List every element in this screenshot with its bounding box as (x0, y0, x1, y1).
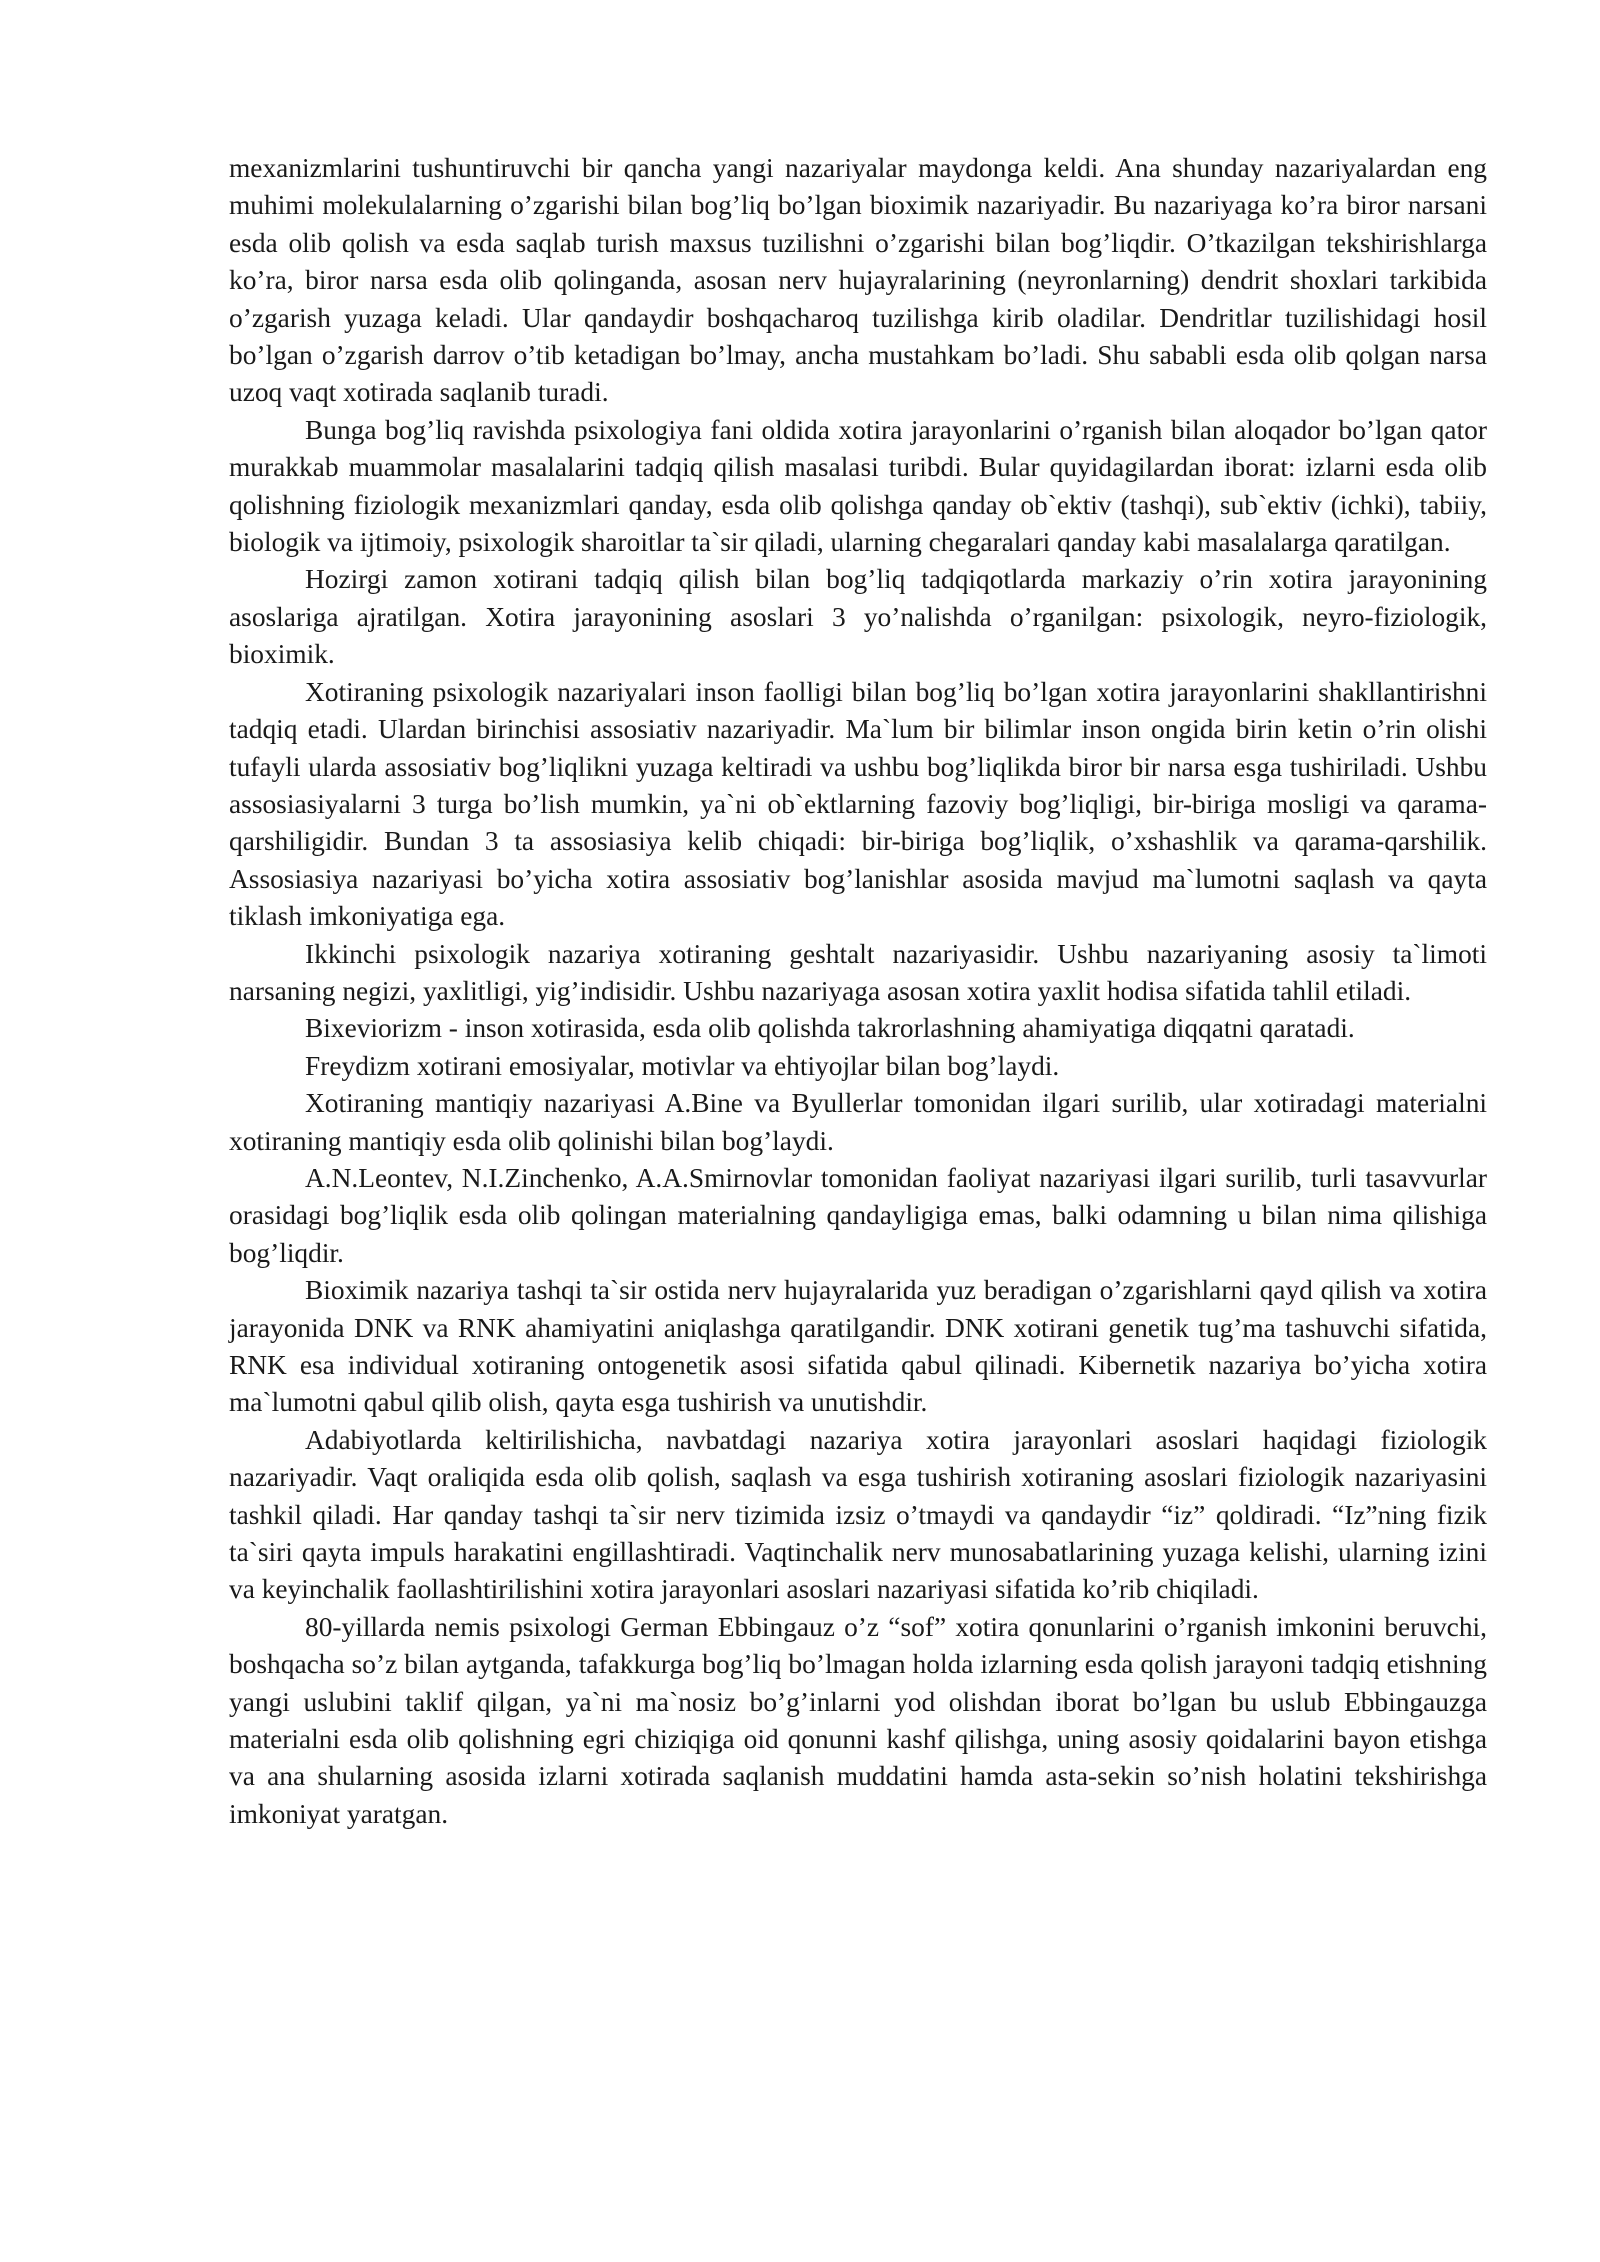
paragraph-2: Bunga bog’liq ravishda psixologiya fani oldida xotira jarayonlarini o’rganish bilan aloqador bo’lgan qator murakkab muammolar masalalarini tadqiq qilish masalasi turibdi. Bular quyidagilardan iborat: izlarni esda olib qolishning fiziologik mexanizmlari qanday, esda olib qolishga qanday ob`ektiv (tashqi), sub`ektiv (ichki), tabiiy, biologik va ijtimoiy, psixologik sharoitlar ta`sir qiladi, ularning chegaralari qanday kabi masalalarga qaratilgan. (229, 414, 1487, 558)
paragraph-11: Adabiyotlarda keltirilishicha, navbatdagi nazariya xotira jarayonlari asoslari haqidagi fiziologik nazariyadir. Vaqt oraliqida esda olib qolish, saqlash va esga tushirish xotiraning asoslari fiziologik nazariyasini tashkil qiladi. Har qanday tashqi ta`sir nerv tizimida izsiz o’tmaydi va qandaydir “iz” qoldiradi. “Iz”ning fizik ta`siri qayta impuls harakatini engillashtiradi. Vaqtinchalik nerv munosabatlarining yuzaga kelishi, ularning izini va keyinchalik faollashtirilishini xotira jarayonlari asoslari nazariyasi sifatida ko’rib chiqiladi. (229, 1424, 1487, 1605)
paragraph-12: 80-yillarda nemis psixologi German Ebbingauz o’z “sof” xotira qonunlarini o’rganish imkonini beruvchi, boshqacha so’z bilan aytganda, tafakkurga bog’liq bo’lmagan holda izlarning esda qolish jarayoni tadqiq etishning yangi uslubini taklif qilgan, ya`ni ma`nosiz bo’g’inlarni yod olishdan iborat bo’lgan bu uslub Ebbingauzga materialni esda olib qolishning egri chiziqiga oid qonunni kashf qilishga, uning asosiy qoidalarini bayon etishga va ana shularning asosida izlarni xotirada saqlanish muddatini hamda asta-sekin so’nish holatini tekshirishga imkoniyat yaratgan. (229, 1611, 1487, 1829)
paragraph-5: Ikkinchi psixologik nazariya xotiraning geshtalt nazariyasidir. Ushbu nazariyaning asosiy ta`limoti narsaning negizi, yaxlitligi, yig’indisidir. Ushbu nazariyaga asosan xotira yaxlit hodisa sifatida tahlil etiladi. (229, 938, 1487, 1006)
document-page (229, 150, 1487, 1833)
paragraph-1: mexanizmlarini tushuntiruvchi bir qancha yangi nazariyalar maydonga keldi. Ana shunday nazariyalardan eng muhimi molekulalarning o’zgarishi bilan bog’liq bo’lgan bioximik nazariyadir. Bu nazariyaga ko’ra biror narsani esda olib qolish va esda saqlab turish maxsus tuzilishni o’zgarishi bilan bog’liqdir. O’tkazilgan tekshirishlarga ko’ra, biror narsa esda olib qolinganda, asosan nerv hujayralarining (neyronlarning) dendrit shoxlari tarkibida o’zgarish yuzaga keladi. Ular qandaydir boshqacharoq tuzilishga kirib oladilar. Dendritlar tuzilishidagi hosil bo’lgan o’zgarish darrov o’tib ketadigan bo’lmay, ancha mustahkam bo’ladi. Shu sababli esda olib qolgan narsa uzoq vaqt xotirada saqlanib turadi. (229, 153, 1487, 408)
paragraph-10: Bioximik nazariya tashqi ta`sir ostida nerv hujayralarida yuz beradigan o’zgarishlarni qayd qilish va xotira jarayonida DNK va RNK ahamiyatini aniqlashga qaratilgandir. DNK xotirani genetik tug’ma tashuvchi sifatida, RNK esa individual xotiraning ontogenetik asosi sifatida qabul qilinadi. Kibernetik nazariya bo’yicha xotira ma`lumotni qabul qilib olish, qayta esga tushirish va unutishdir. (229, 1275, 1487, 1418)
paragraph-7: Freydizm xotirani emosiyalar, motivlar va ehtiyojlar bilan bog’laydi. (305, 1050, 1060, 1081)
paragraph-3: Hozirgi zamon xotirani tadqiq qilish bilan bog’liq tadqiqotlarda markaziy o’rin xotira jarayonining asoslariga ajratilgan. Xotira jarayonining asoslari 3 yo’nalishda o’rganilgan: psixologik, neyro-fiziologik, bioximik. (229, 564, 1487, 670)
paragraph-9: A.N.Leontev, N.I.Zinchenko, A.A.Smirnovlar tomonidan faoliyat nazariyasi ilgari surilib, turli tasavvurlar orasidagi bog’liqlik esda olib qolingan materialning qandayligiga emas, balki odamning u bilan nima qilishiga bog’liqdir. (229, 1162, 1487, 1268)
paragraph-8: Xotiraning mantiqiy nazariyasi A.Bine va Byullerlar tomonidan ilgari surilib, ular xotiradagi materialni xotiraning mantiqiy esda olib qolinishi bilan bog’laydi. (229, 1088, 1487, 1156)
paragraph-4: Xotiraning psixologik nazariyalari inson faolligi bilan bog’liq bo’lgan xotira jarayonlarini shakllantirishni tadqiq etadi. Ulardan birinchisi assosiativ nazariyadir. Ma`lum bir bilimlar inson ongida birin ketin o’rin olishi tufayli ularda assosiativ bog’liqlikni yuzaga keltiradi va ushbu bog’liqlikda biror bir narsa esga tushiriladi. Ushbu assosiasiyalarni 3 turga bo’lish mumkin, ya`ni ob`ektlarning fazoviy bog’liqligi, bir-biriga mosligi va qarama-qarshiligidir. Bundan 3 ta assosiasiya kelib chiqadi: bir-biriga bog’liqlik, o’xshashlik va qarama-qarshilik. Assosiasiya nazariyasi bo’yicha xotira assosiativ bog’lanishlar asosida mavjud ma`lumotni saqlash va qayta tiklash imkoniyatiga ega. (229, 676, 1487, 932)
paragraph-6: Bixeviorizm - inson xotirasida, esda olib qolishda takrorlashning ahamiyatiga diqqatni qaratadi. (305, 1013, 1355, 1044)
